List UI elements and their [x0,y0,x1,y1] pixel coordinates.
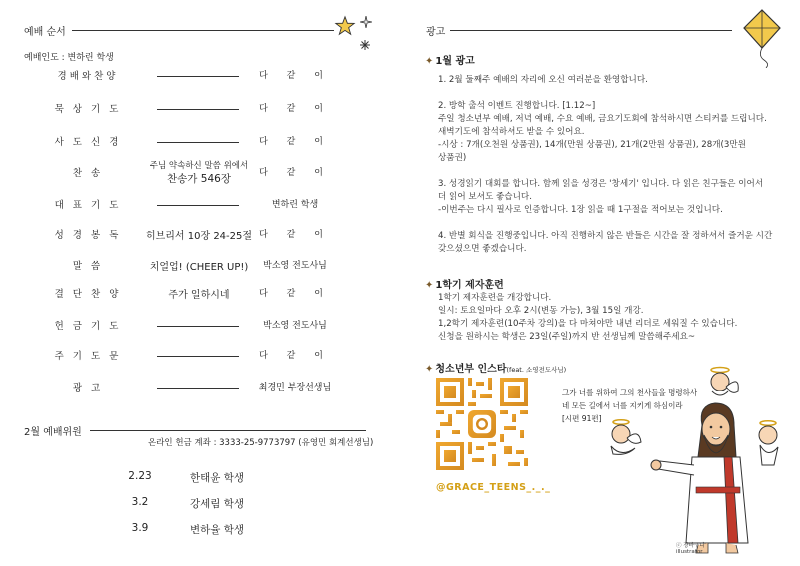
list-item [0,286,400,306]
verse-reference: [시편 91편] [562,414,602,423]
order-person: 박소영 전도사님 [263,321,327,331]
order-person: 다 같 이 [259,104,331,114]
name: 변하율 학생 [190,524,245,536]
blank-line [157,356,239,357]
section-title [425,360,566,375]
text-line: 일시: 토요일마다 오후 2시(변동 가능), 3월 15일 개강. [438,306,644,316]
announcement-body [438,74,778,256]
sparkle-icon: ✦ [425,56,434,67]
order-person: 다 같 이 [259,351,331,361]
asterisk-icon [360,40,370,50]
angel-left-icon [605,418,645,460]
announcement-title: 광고 [426,27,446,38]
order-label: 성 경 봉 독 [54,230,122,241]
text-line: 4. 반별 회식을 진행중입니다. 아직 진행하지 않은 반들은 시간을 잘 정하셔서 즐거운 시간 [438,231,773,241]
list-item [0,197,400,217]
text-line [438,217,778,230]
text-line [438,87,778,100]
blank-line [157,76,239,77]
order-person: 다 같 이 [259,168,331,178]
section-title [425,52,475,67]
order-detail: 치얼업! (CHEER UP!) [149,262,249,273]
date: 2.23 [128,470,152,482]
order-detail: 주가 일하시네 [168,290,230,301]
text-line: 주일 청소년부 예배, 저녁 예배, 수요 예배, 금요기도회에 참석하시면 스티커를 드립니다. [438,114,767,124]
blank-line [157,109,239,110]
name: 한태윤 학생 [190,472,245,484]
section-title-text: 1학기 제자훈련 [435,280,504,291]
text-line: 신청을 원하시는 학생은 23일(주일)까지 반 선생님께 말씀해주세요~ [438,332,696,342]
order-person: 변하린 학생 [271,200,319,210]
text-line: 갖으셨으면 좋겠습니다. [438,244,527,254]
name: 강세림 학생 [190,498,245,510]
order-person: 다 같 이 [259,230,331,240]
date: 3.9 [131,522,149,534]
text-line: -이번주는 다시 필사로 인증합니다. 1장 읽을 때 1구절을 적어보는 것입니다. [438,205,723,215]
angel-right [759,421,778,465]
list-item [0,258,400,278]
order-person: 다 같 이 [259,137,331,147]
text-line: 더 읽어 보셔도 좋습니다. [438,192,532,202]
title-rule [72,30,334,31]
text-line: 2. 방학 출석 이벤트 진행합니다. [1.12~] [438,101,596,111]
committee-rule [90,430,366,431]
order-label: 경배와찬양 [57,71,119,82]
text-line: 1. 2월 둘째주 예배의 자리에 오신 여러분을 환영합니다. [438,75,648,85]
sparkle-icon: ✦ [425,364,434,375]
committee-title: 2월 예배위원 [24,427,82,438]
order-person: 최경민 부장선생님 [258,383,332,393]
section-subtitle: (feat. 소영전도사님) [506,366,567,374]
list-item [0,68,400,88]
order-label: 찬 송 [72,168,104,179]
order-label: 사 도 신 경 [54,137,122,148]
order-label: 말 씀 [72,261,104,272]
list-item [0,101,400,121]
hymn-number: 찬송가 546장 [167,173,231,185]
jesus-angels-illustration [640,365,790,555]
order-label: 대 표 기 도 [54,200,122,211]
text-line: 1학기 제자훈련을 개강합니다. [438,293,552,303]
text-line: 상품권) [438,153,467,163]
order-label: 헌 금 기 도 [54,321,122,332]
sparkle-icon [360,16,372,28]
order-person: 다 같 이 [259,71,331,81]
training-body [438,292,778,344]
instagram-handle[interactable]: @GRACE_TEENS_._._ [436,482,551,493]
order-person: 다 같 이 [259,289,331,299]
blank-line [157,205,239,206]
section-title-text: 청소년부 인스타 [435,364,507,375]
text-line: 새벽기도에 참석하셔도 받을 수 있어요. [438,127,585,137]
list-item [0,161,400,185]
verse-line: 그가 너를 위하여 그의 천사들을 명령하사 [562,388,698,397]
date: 3.2 [131,496,149,508]
text-line: 1,2학기 제자훈련(10주차 강의)을 다 마쳐야만 내년 리더로 세워질 수 있습니다. [438,319,738,329]
qr-pattern [436,378,528,470]
list-item [0,318,400,338]
worship-leader: 예배인도 : 변하린 학생 [24,53,114,63]
list-item [0,348,400,368]
blank-line [157,142,239,143]
order-label: 묵 상 기 도 [54,104,122,115]
text-line: -시상 : 7개(오천원 상품권), 14개(만원 상품권), 21개(2만원 상품권), 28개(3만원 [438,140,746,150]
sparkle-icon: ✦ [425,280,434,291]
announcement-rule [450,30,732,31]
blank-line [157,326,239,327]
section-title [425,276,504,291]
account-info: 온라인 헌금 계좌 : 3333-25-9773797 (유영민 회계선생님) [148,438,374,448]
order-detail: 히브리서 10장 24-25절 [145,231,253,242]
verse-line: 네 모든 길에서 너를 지키게 하심이라 [562,401,683,410]
hymn-title: 주님 약속하신 말씀 위에서 [149,161,249,171]
kite-icon [740,8,784,68]
text-line [438,165,778,178]
illustration-credit: ⓒ 장바구니 illustrator [676,543,705,555]
qr-code[interactable] [436,378,528,470]
section-title-text: 1월 광고 [435,56,475,67]
order-person: 박소영 전도사님 [263,261,327,271]
list-item [0,134,400,154]
blank-line [157,388,239,389]
text-line: 3. 성경읽기 대회를 합니다. 함께 읽을 성경은 '창세기' 입니다. 다 읽은 친구들은 이어서 [438,179,764,189]
angel-top [711,368,738,396]
jesus [651,403,748,553]
star-icon [334,15,356,37]
order-label: 광 고 [72,383,104,394]
order-label: 결 단 찬 양 [54,289,122,300]
order-detail [140,161,258,186]
list-item [0,380,400,400]
order-title: 예배 순서 [24,27,66,38]
order-label: 주 기 도 문 [54,351,122,362]
list-item [0,227,400,247]
